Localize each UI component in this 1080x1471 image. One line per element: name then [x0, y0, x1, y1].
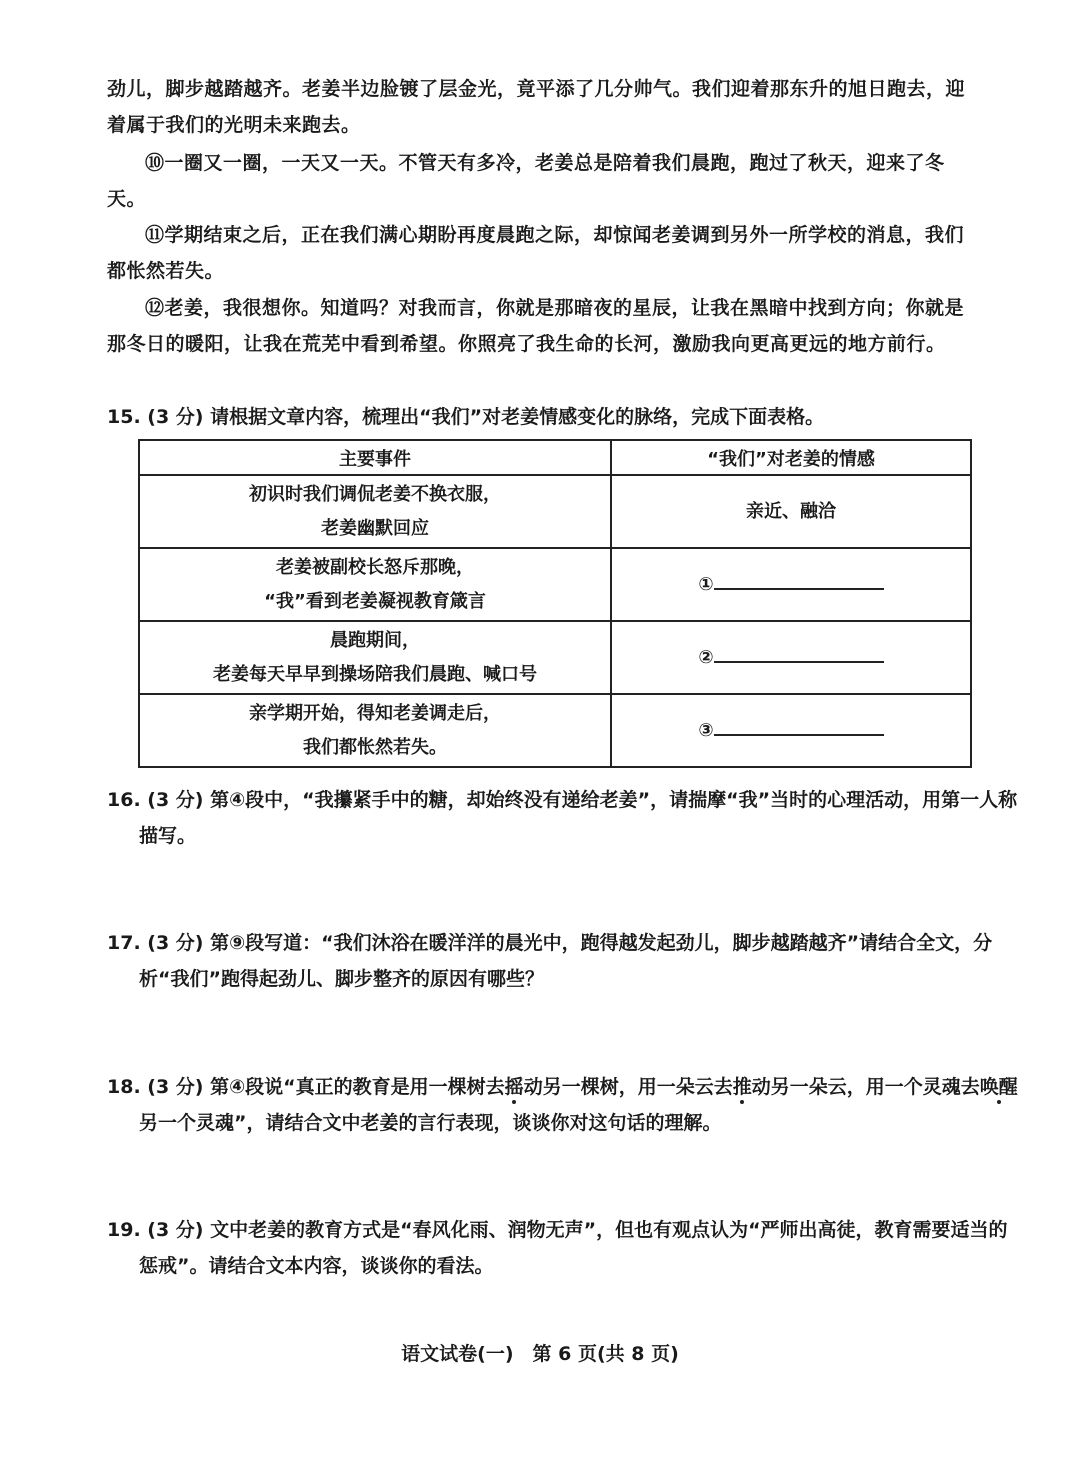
- table-header-event: 主要事件: [139, 440, 611, 475]
- event-line: 初识时我们调侃老姜不换衣服，: [249, 483, 501, 505]
- question-17: 17. (3 分) 第⑨段写道：“我们沐浴在暖洋洋的晨光中，跑得越发起劲儿，脚步越踏越齐”请结合全文，分析“我们”跑得起劲儿、脚步整齐的原因有哪些？: [107, 932, 993, 990]
- feeling-cell: [611, 694, 971, 767]
- table-row: [139, 548, 971, 621]
- q18-dotted-word: 推: [732, 1076, 752, 1098]
- passage-paragraph-10: ⑩一圈又一圈，一天又一天。不管天有多冷，老姜总是陪着我们晨跑，跑过了秋天，迎来了冬天。: [107, 152, 945, 210]
- event-cell: [139, 475, 611, 548]
- answer-blank-1[interactable]: [714, 570, 884, 590]
- question-18: [107, 1069, 1019, 1141]
- feeling-cell: 亲近、融洽: [611, 475, 971, 548]
- page-footer: 语文试卷(一) 第 6 页(共 8 页): [401, 1343, 679, 1365]
- q18-dotted-word: 摇: [504, 1076, 524, 1098]
- event-line: 老姜每天早早到操场陪我们晨跑、喊口号: [213, 663, 537, 685]
- answer-number-2: ②: [698, 646, 714, 668]
- answer-number-1: ①: [698, 573, 714, 595]
- passage-paragraph-11: ⑪学期结束之后，正在我们满心期盼再度晨跑之际，却惊闻老姜调到另外一所学校的消息，我们都怅然若失。: [107, 224, 965, 282]
- feeling-cell: [611, 548, 971, 621]
- event-line: 老姜幽默回应: [321, 517, 429, 539]
- question-15-stem: 15. (3 分) 请根据文章内容，梳理出“我们”对老姜情感变化的脉络，完成下面表格。: [107, 406, 825, 428]
- question-16: 16. (3 分) 第④段中，“我攥紧手中的糖，却始终没有递给老姜”，请揣摩“我”当时的心理活动，用第一人称描写。: [107, 789, 1018, 847]
- passage-paragraph-9-tail: 劲儿，脚步越踏越齐。老姜半边脸镀了层金光，竟平添了几分帅气。我们迎着那东升的旭日跑去，迎着属于我们的光明未来跑去。: [107, 78, 966, 136]
- q18-text: 另一个灵魂”，请结合文中老姜的言行表现，谈谈你对这句话的理解。: [139, 1112, 722, 1134]
- answer-number-3: ③: [698, 719, 714, 741]
- q18-text: 18. (3 分) 第④段说“真正的教育是用一棵树去: [107, 1076, 505, 1098]
- passage-paragraph-12: ⑫老姜，我很想你。知道吗？对我而言，你就是那暗夜的星辰，让我在黑暗中找到方向；你就是那冬日的暖阳，让我在荒芜中看到希望。你照亮了我生命的长河，激励我向更高更远的地方前行。: [107, 297, 965, 355]
- event-cell: [139, 621, 611, 694]
- event-line: 我们都怅然若失。: [303, 736, 447, 758]
- table-row: [139, 475, 971, 548]
- event-line: “我”看到老姜凝视教育箴言: [264, 590, 486, 612]
- event-line: 晨跑期间，: [330, 629, 420, 651]
- event-cell: [139, 694, 611, 767]
- table-row: [139, 621, 971, 694]
- answer-blank-3[interactable]: [714, 716, 884, 736]
- q18-dotted-word: 唤醒: [979, 1076, 1018, 1098]
- event-line: 亲学期开始，得知老姜调走后，: [249, 702, 501, 724]
- table-header-feeling: “我们”对老姜的情感: [611, 440, 971, 475]
- event-line: 老姜被副校长怒斥那晚，: [276, 556, 474, 578]
- question-19: 19. (3 分) 文中老姜的教育方式是“春风化雨、润物无声”，但也有观点认为“严师出高徒，教育需要适当的惩戒”。请结合文本内容，谈谈你的看法。: [107, 1219, 1008, 1277]
- emotion-table: [138, 439, 972, 768]
- q18-text: 动另一朵云，用一个灵魂去: [751, 1076, 980, 1098]
- q18-text: 动另一棵树，用一朵云去: [523, 1076, 733, 1098]
- feeling-cell: [611, 621, 971, 694]
- table-row: [139, 694, 971, 767]
- answer-blank-2[interactable]: [714, 643, 884, 663]
- event-cell: [139, 548, 611, 621]
